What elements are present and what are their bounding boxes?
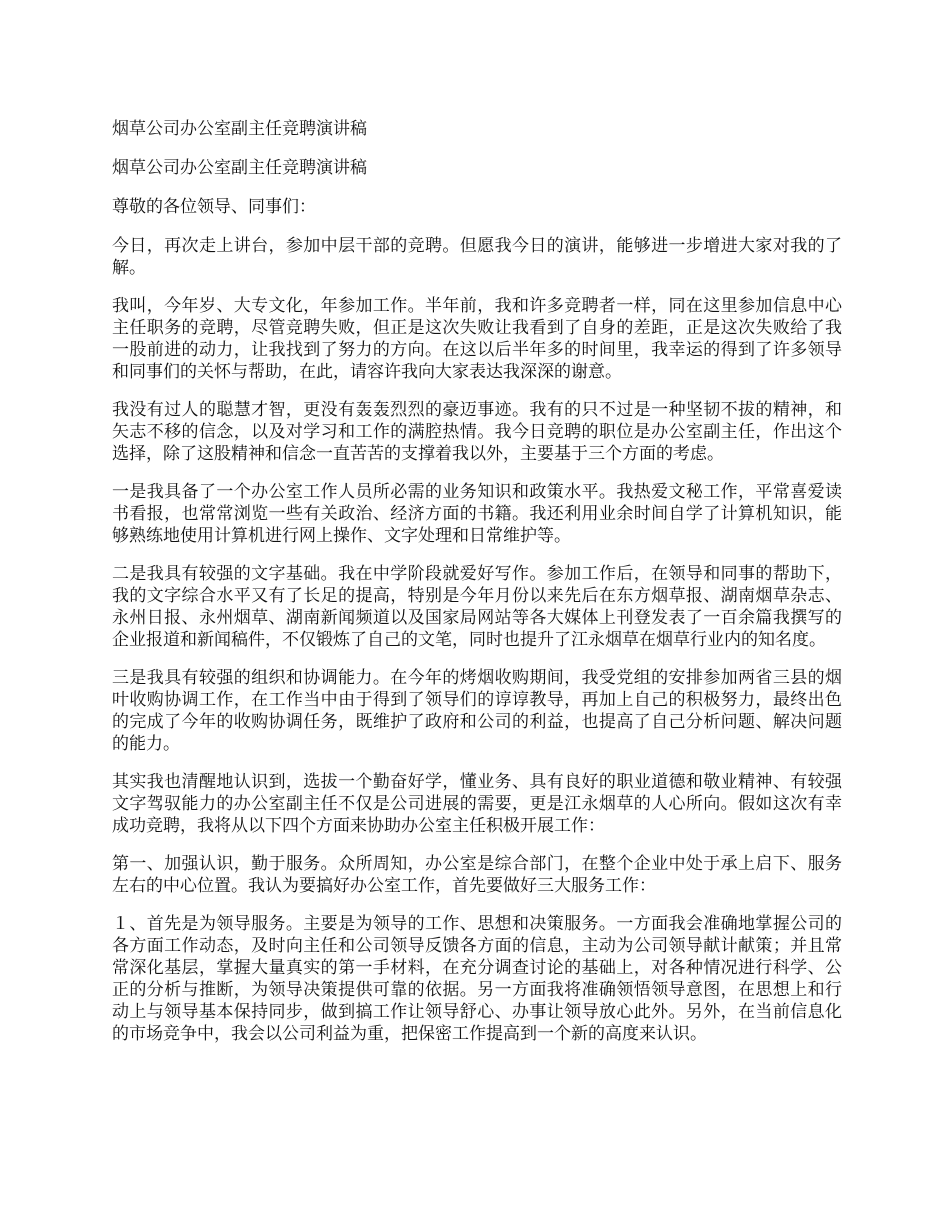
body-paragraph: １、首先是为领导服务。主要是为领导的工作、思想和决策服务。一方面我会准确地掌握公司的各方面工作动态，及时向主任和公司领导反馈各方面的信息，主动为公司领导献计献策；并且常常深化基层，掌握大量真实的第一手材料，在充分调查讨论的基础上，对各种情况进行科学、公正的分析与推断，为领导决策提供可靠的依据。另一方面我将准确领悟领导意图，在思想上和行动上与领导基本保持同步，做到搞工作让领导舒心、办事让领导放心此外。另外，在当前信息化的市场竞争中，我会以公司利益为重，把保密工作提高到一个新的高度来认识。 [112,914,842,1044]
salutation-paragraph: 尊敬的各位领导、同事们： [112,197,316,217]
document-subtitle: 烟草公司办公室副主任竞聘演讲稿 [112,158,367,178]
body-paragraph: 第一、加强认识，勤于服务。众所周知，办公室是综合部门，在整个企业中处于承上启下、服务左右的中心位置。我认为要搞好办公室工作，首先要做好三大服务工作： [112,854,842,896]
body-paragraph: 一是我具备了一个办公室工作人员所必需的业务知识和政策水平。我热爱文秘工作，平常喜爱读书看报，也常常浏览一些有关政治、经济方面的书籍。我还利用业余时间自学了计算机知识，能够熟练地使用计算机进行网上操作、文字处理和日常维护等。 [112,482,842,546]
body-paragraph: 二是我具有较强的文字基础。我在中学阶段就爱好写作。参加工作后，在领导和同事的帮助下，我的文字综合水平又有了长足的提高，特别是今年月份以来先后在东方烟草报、湖南烟草杂志、永州日报、永州烟草、湖南新闻频道以及国家局网站等各大媒体上刊登发表了一百余篇我撰写的企业报道和新闻稿件，不仅锻炼了自己的文笔，同时也提升了江永烟草在烟草行业内的知名度。 [112,564,842,650]
body-paragraph: 三是我具有较强的组织和协调能力。在今年的烤烟收购期间，我受党组的安排参加两省三县的烟叶收购协调工作，在工作当中由于得到了领导们的谆谆教导，再加上自己的积极努力，最终出色的完成了今年的收购协调任务，既维护了政府和公司的利益，也提高了自己分析问题、解决问题的能力。 [112,668,842,754]
body-paragraph: 其实我也清醒地认识到，选拔一个勤奋好学，懂业务、具有良好的职业道德和敬业精神、有较强文字驾驭能力的办公室副主任不仅是公司进展的需要，更是江永烟草的人心所向。假如这次有幸成功竞聘，我将从以下四个方面来协助办公室主任积极开展工作： [112,772,842,836]
document-title: 烟草公司办公室副主任竞聘演讲稿 [112,119,367,139]
body-paragraph: 我没有过人的聪慧才智，更没有轰轰烈烈的豪迈事迹。我有的只不过是一种坚韧不拔的精神，和矢志不移的信念，以及对学习和工作的满腔热情。我今日竞聘的职位是办公室副主任，作出这个选择，除了这股精神和信念一直苦苦的支撑着我以外，主要基于三个方面的考虑。 [112,400,842,464]
document-page [112,118,842,1061]
body-paragraph: 今日，再次走上讲台，参加中层干部的竞聘。但愿我今日的演讲，能够进一步增进大家对我的了解。 [112,236,842,278]
body-paragraph: 我叫，今年岁、大专文化，年参加工作。半年前，我和许多竞聘者一样，同在这里参加信息中心主任职务的竞聘，尽管竞聘失败，但正是这次失败让我看到了自身的差距，正是这次失败给了我一股前进的动力，让我找到了努力的方向。在这以后半年多的时间里，我幸运的得到了许多领导和同事们的关怀与帮助，在此，请容许我向大家表达我深深的谢意。 [112,296,842,382]
